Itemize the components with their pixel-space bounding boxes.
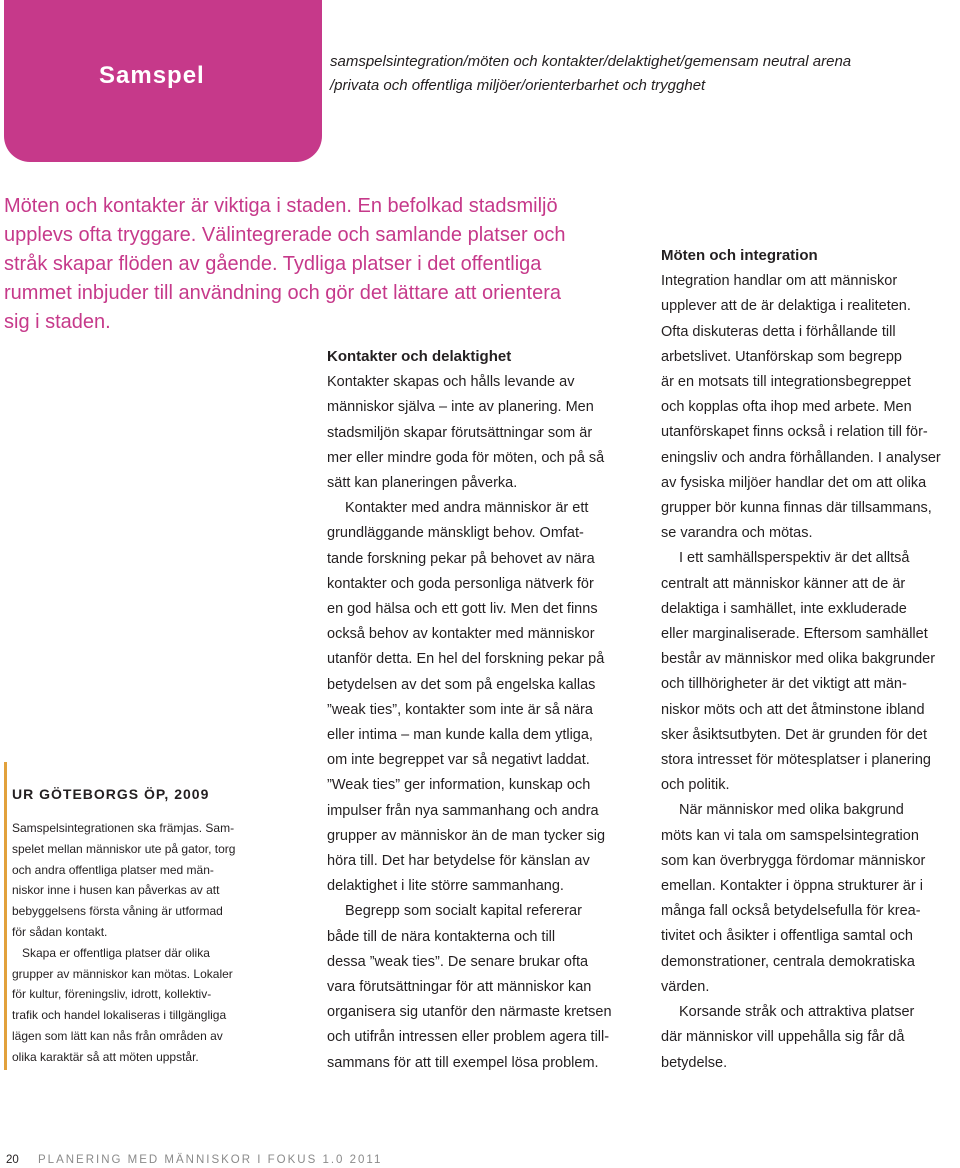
body-line: sker åsiktsutbyten. Det är grunden för det [661,726,927,743]
intro-line: upplevs ofta tryggare. Välintegrerade och samlande platser och [4,224,566,246]
body-line: Kontakter med andra människor är ett [345,500,589,517]
body-line: se varandra och mötas. [661,525,813,542]
body-line: eningsliv och andra förhållanden. I analyser [661,449,941,466]
sidebar-line: niskor inne i husen kan påverkas av att [12,883,220,898]
sidebar-line: olika karaktär så att möten uppstår. [12,1049,199,1064]
sidebar-line: trafik och handel lokaliseras i tillgängliga [12,1008,227,1023]
column-heading: Möten och integration [661,247,818,264]
body-line: delaktiga i samhället, inte exkluderade [661,600,907,617]
body-line: vara förutsättningar för att människor kan [327,979,592,996]
sidebar-line: Samspelsintegrationen ska främjas. Sam- [12,821,235,835]
body-line: både till de nära kontakterna och till [327,928,556,945]
body-line: Begrepp som socialt kapital refererar [345,903,582,920]
body-line: upplever att de är delaktiga i realiteten. [661,298,911,315]
body-line: grupper bör kunna finnas där tillsammans, [661,500,932,517]
body-line: höra till. Det har betydelse för känslan av [327,853,590,870]
sidebar-line: lägen som lätt kan nås från områden av [12,1028,223,1043]
page-number: 20 [6,1154,19,1166]
body-line: Kontakter skapas och hålls levande av [327,374,575,391]
column-heading: Kontakter och delaktighet [327,348,512,365]
body-line: stadsmiljön skapar förutsättningar som är [327,424,593,441]
body-line: grupper av människor än de man tycker sig [327,827,606,844]
body-line: impulser från nya sammanhang och andra [327,802,599,819]
sidebar-line: bebyggelsens första våning är utformad [12,904,223,919]
sidebar-line: för sådan kontakt. [12,924,108,939]
sidebar-line: Skapa er offentliga platser där olika [22,945,210,960]
intro-line: stråk skapar flöden av gående. Tydliga platser i det offentliga [4,253,542,275]
section-tab [4,0,322,162]
sidebar-line: spelet mellan människor ute på gator, torg [12,841,236,856]
body-line: När människor med olika bakgrund [679,802,904,819]
body-line: eller intima – man kunde kalla dem ytliga, [327,727,593,744]
body-line: som kan överbrygga fördomar människor [661,852,926,869]
body-line: om inte begreppet var så negativt laddat. [327,752,590,769]
body-line: kontakter och goda personliga nätverk för [327,575,594,592]
body-line: många fall också betydelsefulla för krea- [661,903,921,920]
body-line: ”weak ties”, kontakter som inte är så nära [327,701,593,718]
intro-line: Möten och kontakter är viktiga i staden. En befolkad stadsmiljö [4,195,558,217]
body-line: betydelsen av det som på engelska kallas [327,676,596,693]
body-line: och tillhörigheter är det viktigt att män- [661,676,907,693]
body-line: sätt kan planeringen påverka. [327,475,518,492]
keywords-line: samspelsintegration/möten och kontakter/delaktighet/gemensam neutral arena [330,53,852,70]
sidebar-line: grupper av människor kan mötas. Lokaler [12,966,233,981]
body-line: organisera sig utanför den närmaste kretsen [327,1004,612,1021]
column-contacts [327,344,627,1076]
body-line: där människor vill uppehålla sig får då [661,1029,905,1046]
body-line: tande forskning pekar på behovet av nära [327,550,595,567]
body-line: betydelse. [661,1054,728,1071]
body-line: ”Weak ties” ger information, kunskap och [327,777,591,794]
body-line: stora intresset för mötesplatser i planering [661,752,931,769]
body-line: består av människor med olika bakgrunder [661,651,936,668]
body-line: delaktighet i lite större sammanhang. [327,878,564,895]
publication-title: PLANERING MED MÄNNISKOR I FOKUS 1.0 2011 [38,1154,383,1166]
intro-paragraph [4,192,644,337]
sidebar-line: och andra offentliga platser med män- [12,862,214,877]
body-line: emellan. Kontakter i öppna strukturer är i [661,878,923,895]
body-line: och politik. [661,777,730,794]
body-line: eller marginaliserade. Eftersom samhället [661,626,928,643]
body-line: centralt att människor känner att de är [661,575,906,592]
body-line: sammans för att till exempel lösa problem. [327,1054,599,1071]
body-line: människor själva – inte av planering. Men [327,399,594,416]
body-line: också behov av kontakter med människor [327,626,595,643]
body-line: tivitet och åsikter i offentliga samtal och [661,928,913,945]
body-line: möts kan vi tala om samspelsintegration [661,827,919,844]
body-line: niskor möts och att det åtminstone ibland [661,701,925,718]
section-title: Samspel [99,62,205,89]
body-line: grundläggande mänskligt behov. Omfat- [327,525,584,542]
body-line: och utifrån intressen eller problem agera till- [327,1029,610,1046]
intro-line: rummet inbjuder till användning och gör det lättare att orientera [4,282,561,304]
body-line: värden. [661,978,710,995]
body-line: Ofta diskuteras detta i förhållande till [661,323,896,340]
body-line: dessa ”weak ties”. De senare brukar ofta [327,953,589,970]
sidebar-rule [4,762,7,1070]
body-line: Korsande stråk och attraktiva platser [679,1004,915,1021]
page-footer [6,1154,382,1166]
sidebar-quote [12,818,252,1068]
sidebar-line: för kultur, föreningsliv, idrott, kollektiv- [12,987,212,1002]
body-line: en god hälsa och ett gott liv. Men det finns [327,601,598,618]
body-line: arbetslivet. Utanförskap som begrepp [661,348,902,365]
column-integration [661,243,960,1076]
body-line: Integration handlar om att människor [661,273,898,290]
body-line: mer eller mindre goda för möten, och på så [327,449,605,466]
body-line: I ett samhällsperspektiv är det alltså [679,550,910,567]
sidebar-heading: UR GÖTEBORGS ÖP, 2009 [12,786,210,802]
intro-line: sig i staden. [4,311,111,333]
keywords-line: /privata och offentliga miljöer/orienterbarhet och trygghet [330,77,706,94]
section-keywords [330,50,950,98]
body-line: utanför detta. En hel del forskning pekar på [327,651,605,668]
body-line: utanförskapet finns också i relation till för- [661,424,928,441]
body-line: är en motsats till integrationsbegreppet [661,374,911,391]
body-line: av fysiska miljöer handlar det om att olika [661,474,927,491]
body-line: och kopplas ofta ihop med arbete. Men [661,399,912,416]
body-line: demonstrationer, centrala demokratiska [661,953,915,970]
